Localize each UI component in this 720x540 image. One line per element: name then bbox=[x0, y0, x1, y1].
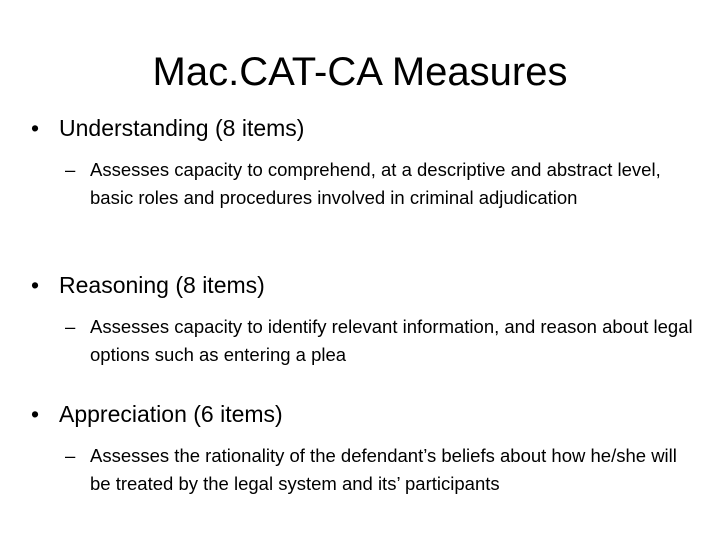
bullet-dot-icon: • bbox=[31, 115, 40, 141]
bullet-dot-icon: • bbox=[31, 272, 40, 298]
sub-bullet-text: Assesses the rationality of the defendant’s beliefs about how he/she will be treated by the legal system and its’ participants bbox=[90, 445, 677, 494]
dash-icon: – bbox=[65, 445, 76, 466]
sub-bullet bbox=[0, 156, 720, 211]
bullet-appreciation bbox=[0, 400, 720, 497]
bullet-understanding bbox=[0, 114, 720, 211]
bullet-heading bbox=[0, 400, 720, 428]
bullet-reasoning bbox=[0, 271, 720, 368]
bullet-heading-text: Reasoning (8 items) bbox=[59, 272, 265, 298]
sub-bullet bbox=[0, 313, 720, 368]
dash-icon: – bbox=[65, 159, 76, 180]
dash-icon: – bbox=[65, 316, 76, 337]
sub-bullet bbox=[0, 442, 720, 497]
bullet-heading bbox=[0, 114, 720, 142]
bullet-heading-text: Understanding (8 items) bbox=[59, 115, 305, 141]
bullet-heading bbox=[0, 271, 720, 299]
bullet-heading-text: Appreciation (6 items) bbox=[59, 401, 283, 427]
slide-title: Mac.CAT-CA Measures bbox=[152, 50, 568, 94]
sub-bullet-text: Assesses capacity to comprehend, at a descriptive and abstract level, basic roles and procedures involved in criminal adjudication bbox=[90, 159, 661, 208]
bullet-dot-icon: • bbox=[31, 401, 40, 427]
sub-bullet-text: Assesses capacity to identify relevant information, and reason about legal options such as entering a plea bbox=[90, 316, 693, 365]
